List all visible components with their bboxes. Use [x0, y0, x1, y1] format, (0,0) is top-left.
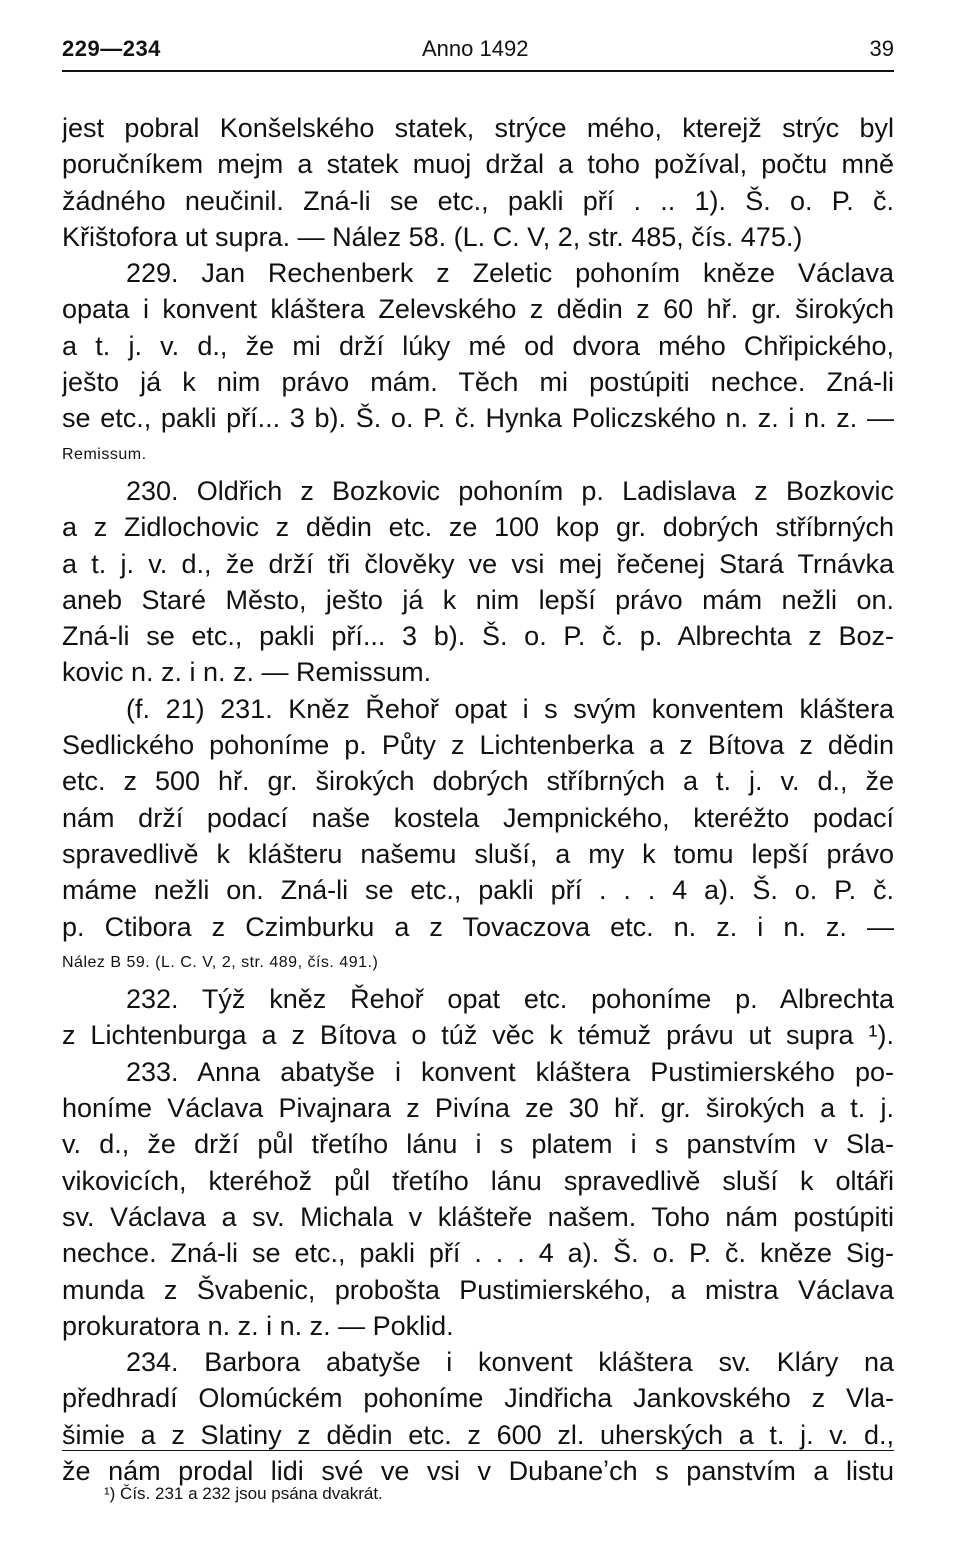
text-line: nechce. Zná-li se etc., pakli pří . . . 4 a). Š. o. P. č. kněze Sig- [62, 1238, 894, 1269]
text-line: munda z Švabenic, probošta Pustimierského, a mistra Václava [62, 1274, 894, 1305]
entry-230-start: 230. Oldřich z Bozkovic pohoním p. Ladislava z Bozkovic [126, 475, 894, 506]
text-line: Remissum. [62, 445, 147, 463]
text-line: honíme Václava Pivajnara z Pivína ze 30 hř. gr. širokých a t. j. [62, 1093, 894, 1124]
footnote-rule [62, 1450, 894, 1451]
page-header [62, 36, 894, 72]
text-line: a t. j. v. d., že mi drží lúky mé od dvora mého Chřipického, [62, 330, 894, 361]
text-line: kovic n. z. i n. z. — Remissum. [62, 657, 432, 688]
text-line: poručníkem mejm a statek muoj držal a toho požíval, počtu mně [62, 149, 894, 180]
running-title: Anno 1492 [422, 36, 529, 61]
text-line: etc. z 500 hř. gr. širokých dobrých stříbrných a t. j. v. d., že [62, 766, 894, 797]
text-line: Zná-li se etc., pakli pří... 3 b). Š. o. P. č. p. Albrechta z Boz- [62, 621, 894, 652]
text-line: šimie a z Slatiny z dědin etc. z 600 zl. uherských a t. j. v. d., [62, 1419, 894, 1450]
text-line: prokuratora n. z. i n. z. — Poklid. [62, 1310, 454, 1341]
entry-233-start: 233. Anna abatyše i konvent kláštera Pustimierského po- [126, 1056, 894, 1087]
text-line: máme nežli on. Zná-li se etc., pakli pří . . . 4 a). Š. o. P. č. [62, 875, 894, 906]
text-line: jest pobral Konšelského statek, strýce mého, kterejž strýc byl [62, 113, 894, 143]
entry-range: 229—234 [62, 36, 161, 61]
text-line: spravedlivě k klášteru našemu sluší, a my k tomu lepší právo [62, 838, 894, 869]
text-line: vikovicích, kteréhož půl třetího lánu spravedlivě sluší k oltáři [62, 1165, 894, 1196]
header-rule [62, 70, 894, 72]
body-text [62, 110, 894, 1489]
text-line: sv. Václava a sv. Michala v klášteře našem. Toho nám postúpiti [62, 1201, 894, 1232]
text-line: Nález B 59. (L. C. V, 2, str. 489, čís. 491.) [62, 953, 379, 971]
text-line: žádného neučinil. Zná-li se etc., pakli pří . .. 1). Š. o. P. č. [62, 185, 894, 216]
text-line: opata i konvent kláštera Zelevského z dědin z 60 hř. gr. širokých [62, 294, 894, 325]
page-number: 39 [869, 36, 894, 61]
text-line: a t. j. v. d., že drží tři člověky ve vsi mej řečenej Stará Trnávka [62, 548, 894, 579]
entry-231-start: (f. 21) 231. Kněz Řehoř opat i s svým konventem kláštera [126, 693, 894, 724]
text-line: Křištofora ut supra. — Nález 58. (L. C. V, 2, str. 485, čís. 475.) [62, 221, 803, 252]
entry-234-start: 234. Barbora abatyše i konvent kláštera sv. Kláry na [126, 1347, 894, 1378]
entry-232-start: 232. Týž kněz Řehoř opat etc. pohoníme p. Albrechta [126, 984, 894, 1015]
text-line: Sedlického pohoníme p. Půty z Lichtenberka a z Bítova z dědin [62, 730, 894, 761]
text-line: z Lichtenburga a z Bítova o túž věc k témuž právu ut supra ¹). [62, 1020, 894, 1051]
text-line: nám drží podací naše kostela Jempnického, kteréžto podací [62, 802, 894, 833]
text-line: v. d., že drží půl třetího lánu i s platem i s panstvím v Sla- [62, 1129, 894, 1160]
text-line: předhradí Olomúckém pohoníme Jindřicha Jankovského z Vla- [62, 1383, 894, 1414]
text-line: že nám prodal lidi své ve vsi v Dubaneʼch s panstvím a listu [62, 1455, 894, 1486]
text-line: p. Ctibora z Czimburku a z Tovaczova etc. n. z. i n. z. — [62, 911, 894, 942]
text-line: aneb Staré Město, ješto já k nim lepší právo mám nežli on. [62, 584, 894, 615]
footnote: ¹) Čís. 231 a 232 jsou psána dvakrát. [104, 1484, 383, 1503]
entry-229-start: 229. Jan Rechenberk z Zeletic pohoním kněze Václava [126, 258, 894, 289]
text-line: ješto já k nim právo mám. Těch mi postúpiti nechce. Zná-li [62, 367, 894, 398]
text-line: se etc., pakli pří... 3 b). Š. o. P. č. Hynka Policzského n. z. i n. z. — [62, 403, 894, 434]
text-line: a z Zidlochovic z dědin etc. ze 100 kop gr. dobrých stříbrných [62, 512, 894, 543]
